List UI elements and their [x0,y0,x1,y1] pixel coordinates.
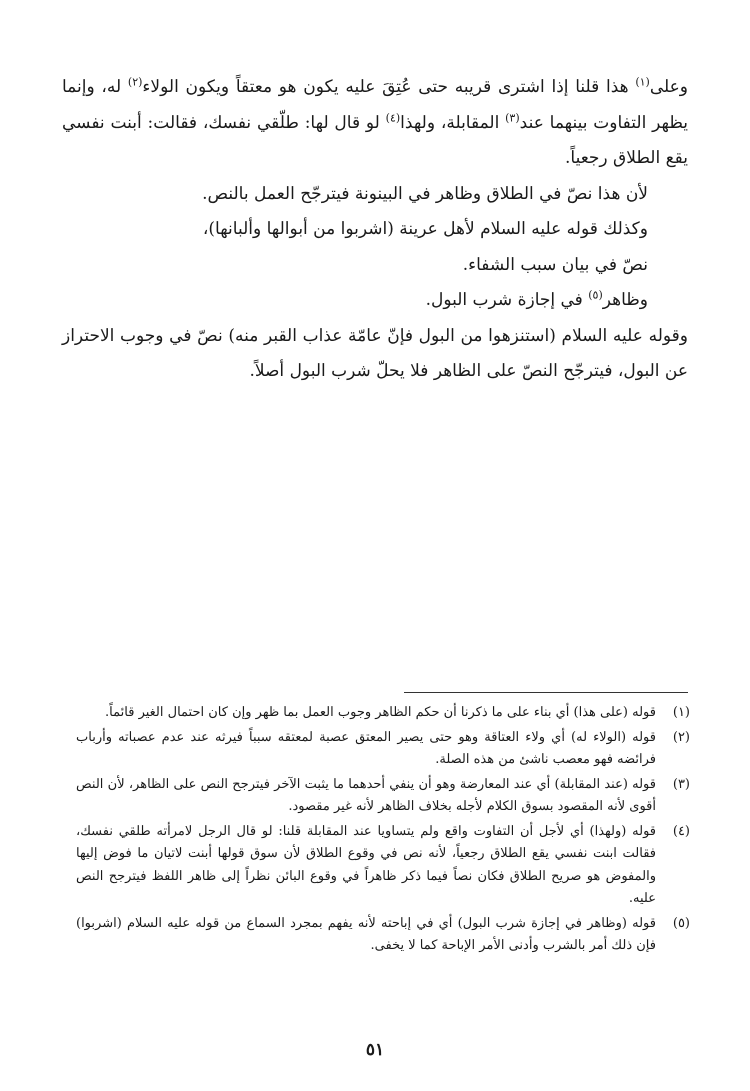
footnote-number: (٤) [672,823,690,839]
footnote-4 [76,821,690,911]
footnote-ref-2[interactable]: (٢) [127,75,143,89]
text-segment: المقابلة، ولهذا [400,112,506,133]
footnote-text: قوله (وظاهر في إجازة شرب البول) أي في إباحته لأنه يفهم بمجرد السماع من قوله عليه السلام (اشربوا) فإن ذلك أمر بالشرب وأدنى الأمر الإباحة كما لا يخفى. [76,915,656,953]
footnote-ref-5[interactable]: (٥) [588,288,603,302]
footnote-ref-3[interactable]: (٣) [505,110,520,124]
footnotes-section [76,702,690,960]
footnote-divider [404,692,688,693]
footnote-text: قوله (ولهذا) أي لأجل أن التفاوت واقع ولم يتساويا عند المقابلة قلنا: لو قال الرجل لامرأته طلقي نفسك، فقالت ابنت نفسي يقع الطلاق رجعياً، لأنه نص في وقوع الطلاق لأن سوق قولها أبنت لاتيان ما فوض إليها والمفوض هو صريح الطلاق فكان نصاً فيما ذكر ظاهراً في وقوع البائن نظراً إلى ظاهر اللفظ فيترجح النص عليه. [76,823,656,906]
footnote-text: قوله (على هذا) أي بناء على ما ذكرنا أن حكم الظاهر وجوب العمل بما ظهر وإن كان احتمال الغير قائماً. [105,705,656,720]
footnote-number: (٥) [672,915,690,931]
line-urayna: وكذلك قوله عليه السلام لأهل عرينة (اشربوا من أبوالها وألبانها)، [202,219,648,239]
footnote-text: قوله (عند المقابلة) أي عند المعارضة وهو أن ينفي أحدهما ما يثبت الآخر فيترجح النص على الظاهر، لأن النص أقوى لأنه المقصود بسوق الكلام لأجله بخلاف الظاهر لأنه غير مقصود. [76,776,656,814]
line-zahir [62,283,688,319]
footnote-ref-1[interactable]: (١) [635,75,650,89]
footnote-number: (٢) [672,729,690,745]
footnote-text: قوله (الولاء له) أي ولاء العتاقة وهو حتى يصير المعتق عصبة لمعتقه سبباً فيرثه عند عدم عصباته وأرباب فرائضه فهو معصب ناشئ من هذه الصلة. [76,729,656,767]
line-nass-shifa: نصّ في بيان سبب الشفاء. [462,254,648,275]
paragraph-ala-hadha [62,70,688,177]
text-segment: له، وإنما يظهر التفاوت بينهما عند [62,77,688,133]
text-segment: وعلى [649,77,688,97]
footnote-3 [76,774,690,819]
footnote-number: (١) [672,705,690,720]
line-nass-talaq: لأن هذا نصّ في الطلاق وظاهر في البينونة فيترجّح العمل بالنص. [202,183,648,204]
footnote-ref-4[interactable]: (٤) [385,110,401,124]
footnote-2 [76,727,690,772]
footnote-number: (٣) [672,776,690,792]
footnote-5 [76,913,690,958]
footnote-1 [76,702,690,725]
text-segment: لو قال لها: طلّقي نفسك، فقالت: أبنت نفسي يقع الطلاق رجعياً. [62,112,688,168]
main-text [62,70,688,390]
text-segment: وظاهر [602,290,648,310]
text-segment: هذا قلنا إذا اشترى قريبه حتى عُتِقَ عليه يكون هو معتقاً ويكون الولاء [142,77,636,97]
paragraph-istanzihu: وقوله عليه السلام (استنزهوا من البول فإنّ عامّة عذاب القبر منه) نصّ في وجوب الاحتراز عن البول، فيترجّح النصّ على الظاهر فلا يحلّ شرب البول أصلاً. [62,325,688,381]
page-number: ٥١ [365,1040,385,1060]
text-segment: في إجازة شرب البول. [425,290,589,310]
